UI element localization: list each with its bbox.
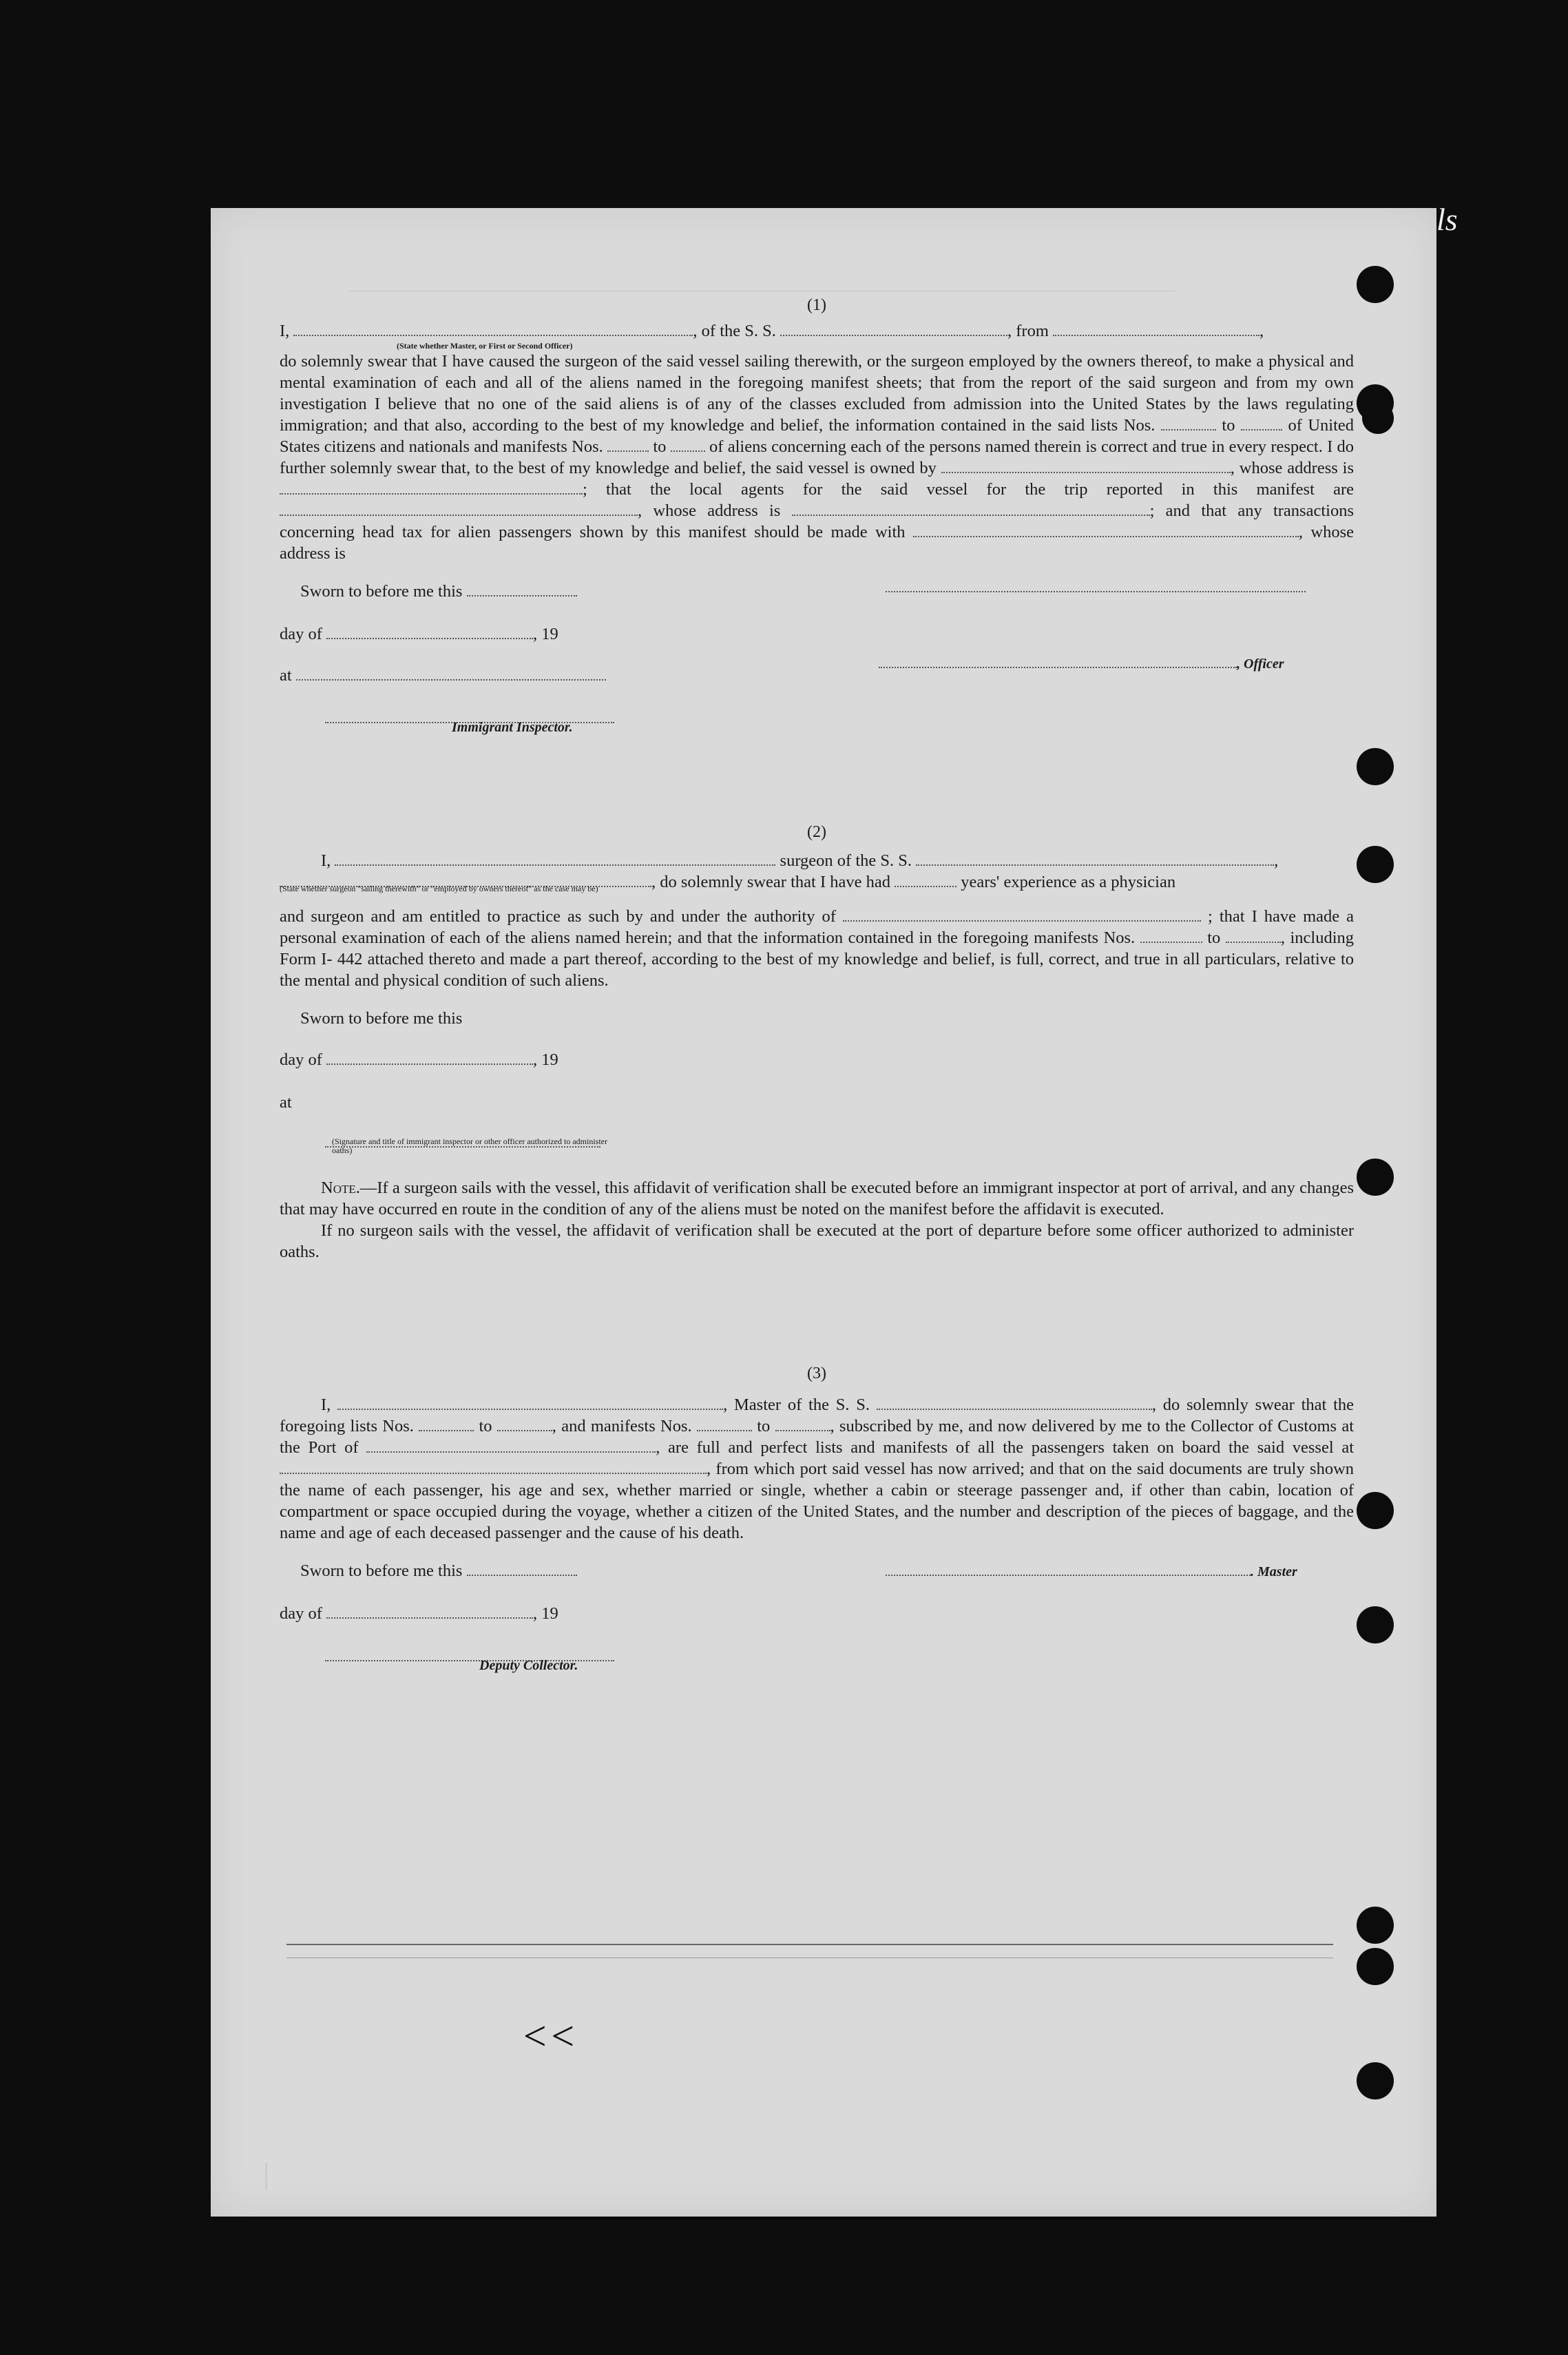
sworn-date-field[interactable] — [467, 594, 577, 596]
binder-hole — [1357, 1948, 1394, 1985]
name-field[interactable] — [293, 334, 693, 336]
rank-caption: (State whether Master, or First or Second Officer) — [397, 341, 573, 351]
from-field[interactable] — [1053, 334, 1259, 336]
sworn-date-field[interactable] — [467, 1574, 577, 1576]
sworn-block-1: Sworn to before me this day of , 19 at , Officer Immigrant Inspector. — [280, 581, 1354, 760]
sworn-block-2: Sworn to before me this day of , 19 at (Signature and title of immigrant inspector or other officer authorized to administer oaths) — [280, 1009, 607, 1155]
binder-hole — [1357, 748, 1394, 785]
binder-hole — [1357, 2062, 1394, 2099]
section-number: (1) — [807, 296, 826, 314]
signature-caption: (Signature and title of immigrant inspector or other officer authorized to administer oaths) — [332, 1137, 607, 1155]
port-field[interactable] — [366, 1451, 656, 1453]
surgeon-caption: (State whether surgeon "sailing therewith" or "employed by owners thereof" as the case may be) — [280, 884, 598, 893]
master-oath: I, , Master of the S. S. , do solemnly swear that the foregoing lists Nos. to , and manifests Nos. to , subscribed by me, and now delivered by me to the Collector of Customs at the Port of , are full and perfect lists and manifests of all the passengers taken on board the said vessel at , from which port said vessel has now arrived; and that on the said documents are truly shown the name of each passenger, his age and sex, whether married or single, whether a cabin or steerage passenger and, if other than cabin, location of compartment or space occupied during the voyage, whether a citizen of the United States, and the number and description of the pieces of baggage, and the name and age of each deceased passenger and the cause of his death. — [280, 1396, 1355, 1542]
owner-address-field[interactable] — [280, 492, 583, 495]
section-number: (2) — [807, 823, 826, 841]
lists-to-field[interactable] — [497, 1429, 552, 1431]
lists-to-field[interactable] — [1241, 428, 1282, 430]
binder-hole — [1357, 266, 1394, 303]
head-tax-field[interactable] — [913, 535, 1299, 537]
manifest-from-field[interactable] — [1140, 941, 1202, 943]
officer-line[interactable] — [879, 666, 1237, 668]
manifest-from-field[interactable] — [607, 450, 649, 452]
divider-line — [286, 1944, 1333, 1945]
surgeon-body: and surgeon and am entitled to practice as such by and under the authority of ; that I have made a personal examination of each of the aliens named herein; and that the information contained in the foregoing manifests Nos. to , including Form I- 442 attached thereto and made a part thereof, according to the best of my knowledge and belief, is full, correct, and true in all particulars, relative to the mental and physical condition of such aliens. — [280, 907, 1355, 990]
master-signature-line[interactable] — [886, 1574, 1251, 1576]
note-paragraph-2: If no surgeon sails with the vessel, the affidavit of verification shall be executed at the port of departure before some officer authorized to administer oaths. — [280, 1221, 1354, 1261]
vessel-field[interactable] — [916, 864, 1274, 866]
manifest-from-field[interactable] — [697, 1429, 752, 1431]
lists-from-field[interactable] — [1161, 428, 1216, 430]
sworn-block-3: Sworn to before me this . Master day of , 19 Deputy Collector. — [280, 1560, 1354, 1698]
binder-hole — [1357, 846, 1394, 883]
agents-address-field[interactable] — [792, 514, 1150, 516]
manifest-to-field[interactable] — [671, 450, 705, 452]
handwritten-mark: << — [521, 2013, 576, 2059]
day-field[interactable] — [326, 1063, 533, 1065]
master-line: I, , of the S. S. , from , — [280, 322, 1264, 340]
manifest-sheet — [211, 202, 1458, 2217]
affidavit-text: (1) I, , of the S. S. , from , (State whether Master, or First or Second Officer) do solemnly swear that I have caused the surgeon of the said vessel sailing therewith, or the surgeon employed by the owners thereof, to make a physical and mental examination of each and all of the aliens named in the foregoing manifest sheets; that from the report of the said surgeon and from my own investigation I believe that no one of the said aliens is of any of the classes excluded from admission into the United States by the laws regulating immigration; and that also, according to the best of my knowledge and belief, the information contained in the said lists Nos. to of United States citizens and nationals and manifests Nos. to of aliens concerning each of the persons named therein is correct and true in every respect. I do further solemnly swear that, to the best of my knowledge and belief, the said vessel is owned by , whose address is ; that the local agents for the said vessel for the trip reported in this manifest are , whose address is ; and that any transactions concerning head tax for alien passengers shown by this manifest should be made with , whose address is Sworn to before me this day of , 19 at , Officer Immigrant Inspector. (2) I, surgeon of the S. S. , , do solemnly swear that I have had years' experience as a physician (State whether surgeon "sailing therewith" or "employed by owners thereof" as the case may be) and surgeon and am entitled to practice as such by and under the authority of ; that I have made a personal examination of each of the aliens named herein; and that the information contained in the foregoing manifests Nos. to , including Form I- 442 attached thereto and made a part thereof, according to the best of my knowledge and belief, is full, correct, and true in all particulars, relative to the mental and physical condition of such aliens. Sworn to before me this day of , 19 at (Signature and title of immigrant inspector or other officer authorized to administer oaths) Note.—If a surgeon sails with the vessel, this affidavit of verification shall be executed before an immigrant inspector at port of arrival, and any changes that may have occurred en route in the condition of any of the aliens must be noted on the manifest before the affidavit is executed. If no surgeon sails with the vessel, the affidavit of verification shall be executed at the port of departure before some officer authorized to administer oaths. (3) I, , Master of the S. S. , do solemnly swear that the foregoing lists Nos. to , and manifests Nos. to , subscribed by me, and now delivered by me to the Collector of Customs at the Port of , are full and perfect lists and manifests of all the passengers taken on board the said vessel at , from which port said vessel has now arrived; and that on the said documents are truly shown the name of each passenger, his age and sex, whether married or single, whether a cabin or steerage passenger and, if other than cabin, location of compartment or space occupied during the voyage, whether a citizen of the United States, and the number and description of the pieces of baggage, and the name and age of each deceased passenger and the cause of his death. Sworn to before me this . Master day of , 19 Deputy Collector. — [280, 291, 1354, 1698]
binder-hole — [1357, 1492, 1394, 1529]
scan-mark — [265, 2163, 267, 2190]
owner-field[interactable] — [941, 471, 1231, 473]
signature-line[interactable] — [886, 590, 1306, 592]
day-field[interactable] — [326, 637, 533, 639]
inspector-label: Immigrant Inspector. — [452, 720, 573, 735]
surgeon-name-field[interactable] — [335, 864, 775, 866]
embark-port-field[interactable] — [280, 1472, 707, 1474]
manifest-to-field[interactable] — [1226, 941, 1281, 943]
manifest-to-field[interactable] — [775, 1429, 830, 1431]
lists-from-field[interactable] — [419, 1429, 474, 1431]
handwritten-mark: ls — [1436, 202, 1458, 237]
at-field[interactable] — [296, 678, 606, 681]
section-number: (3) — [807, 1365, 826, 1382]
vessel-field[interactable] — [780, 334, 1007, 336]
authority-field[interactable] — [843, 920, 1201, 922]
deputy-label: Deputy Collector. — [479, 1658, 578, 1673]
binder-hole — [1357, 1159, 1394, 1196]
binder-hole — [1357, 1606, 1394, 1643]
binder-hole — [1357, 1907, 1394, 1944]
note-paragraph: Note.—If a surgeon sails with the vessel, this affidavit of verification shall be executed before an immigrant inspector at port of arrival, and any changes that may have occurred en route in the condition of any of the aliens must be noted on the manifest before the affidavit is executed. — [280, 1179, 1354, 1218]
vessel-field[interactable] — [877, 1408, 1152, 1410]
master-name-field[interactable] — [337, 1408, 723, 1410]
day-field[interactable] — [326, 1617, 533, 1619]
agents-field[interactable] — [280, 514, 638, 516]
affidavit-body: do solemnly swear that I have caused the surgeon of the said vessel sailing therewith, or the surgeon employed by the owners thereof, to make a physical and mental examination of each and all of the aliens named in the foregoing manifest sheets; that from the report of the said surgeon and from my own investigation I believe that no one of the said aliens is of any of the classes excluded from admission into the United States by the laws regulating immigration; and that also, according to the best of my knowledge and belief, the information contained in the said lists Nos. to of United States citizens and nationals and manifests Nos. to of aliens concerning each of the persons named therein is correct and true in every respect. I do further solemnly swear that, to the best of my knowledge and belief, the said vessel is owned by , whose address is ; that the local agents for the said vessel for the trip reported in this manifest are , whose address is ; and that any transactions concerning head tax for alien passengers shown by this manifest should be made with , whose address is — [280, 352, 1355, 563]
binder-hole — [1362, 402, 1394, 434]
years-field[interactable] — [895, 885, 957, 887]
